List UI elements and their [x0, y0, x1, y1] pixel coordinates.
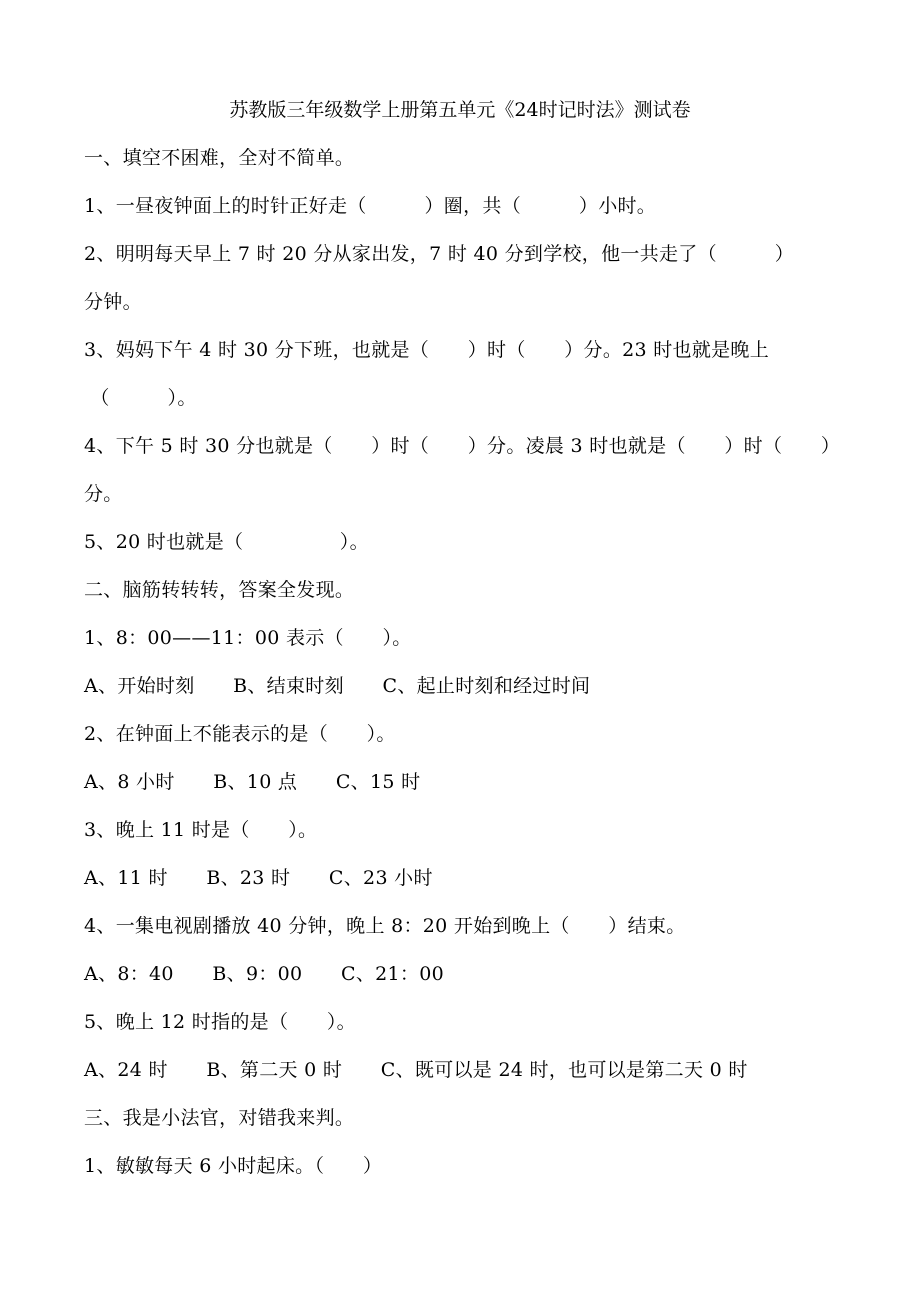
- answer-options: A、8：40 B、9：00 C、21：00: [84, 963, 445, 985]
- document-title: 苏教版三年级数学上册第五单元《24时记时法》测试卷: [229, 99, 691, 121]
- section-1-heading: 一、填空不困难，全对不简单。: [84, 147, 355, 169]
- question-line: 5、晚上 12 时指的是（ ）。: [84, 1011, 356, 1033]
- answer-options: A、24 时 B、第二天 0 时 C、既可以是 24 时，也可以是第二天 0 时: [84, 1059, 748, 1081]
- question-line: 4、一集电视剧播放 40 分钟，晚上 8：20 开始到晚上（ ）结束。: [84, 915, 686, 937]
- question-line: 3、晚上 11 时是（ ）。: [84, 819, 318, 841]
- question-line: 1、敏敏每天 6 小时起床。（ ）: [84, 1155, 383, 1177]
- answer-options: A、8 小时 B、10 点 C、15 时: [84, 771, 421, 793]
- question-line: 4、下午 5 时 30 分也就是（ ）时（ ）分。凌晨 3 时也就是（ ）时（ ）: [84, 435, 841, 457]
- question-line: 1、8：00——11：00 表示（ ）。: [84, 627, 412, 649]
- answer-options: A、开始时刻 B、结束时刻 C、起止时刻和经过时间: [84, 675, 591, 697]
- question-line: 分钟。: [84, 291, 142, 313]
- question-line: （ ）。: [84, 387, 197, 409]
- question-line: 1、一昼夜钟面上的时针正好走（ ）圈，共（ ）小时。: [84, 195, 657, 217]
- question-line: 2、明明每天早上 7 时 20 分从家出发，7 时 40 分到学校，他一共走了（ ）: [84, 243, 795, 265]
- question-line: 分。: [84, 483, 123, 505]
- question-line: 2、在钟面上不能表示的是（ ）。: [84, 723, 396, 745]
- answer-options: A、11 时 B、23 时 C、23 小时: [84, 867, 433, 889]
- question-line: 3、妈妈下午 4 时 30 分下班，也就是（ ）时（ ）分。23 时也就是晚上: [84, 339, 770, 361]
- section-2-heading: 二、脑筋转转转，答案全发现。: [84, 579, 355, 601]
- section-3-heading: 三、我是小法官，对错我来判。: [84, 1107, 355, 1129]
- question-line: 5、20 时也就是（ ）。: [84, 531, 369, 553]
